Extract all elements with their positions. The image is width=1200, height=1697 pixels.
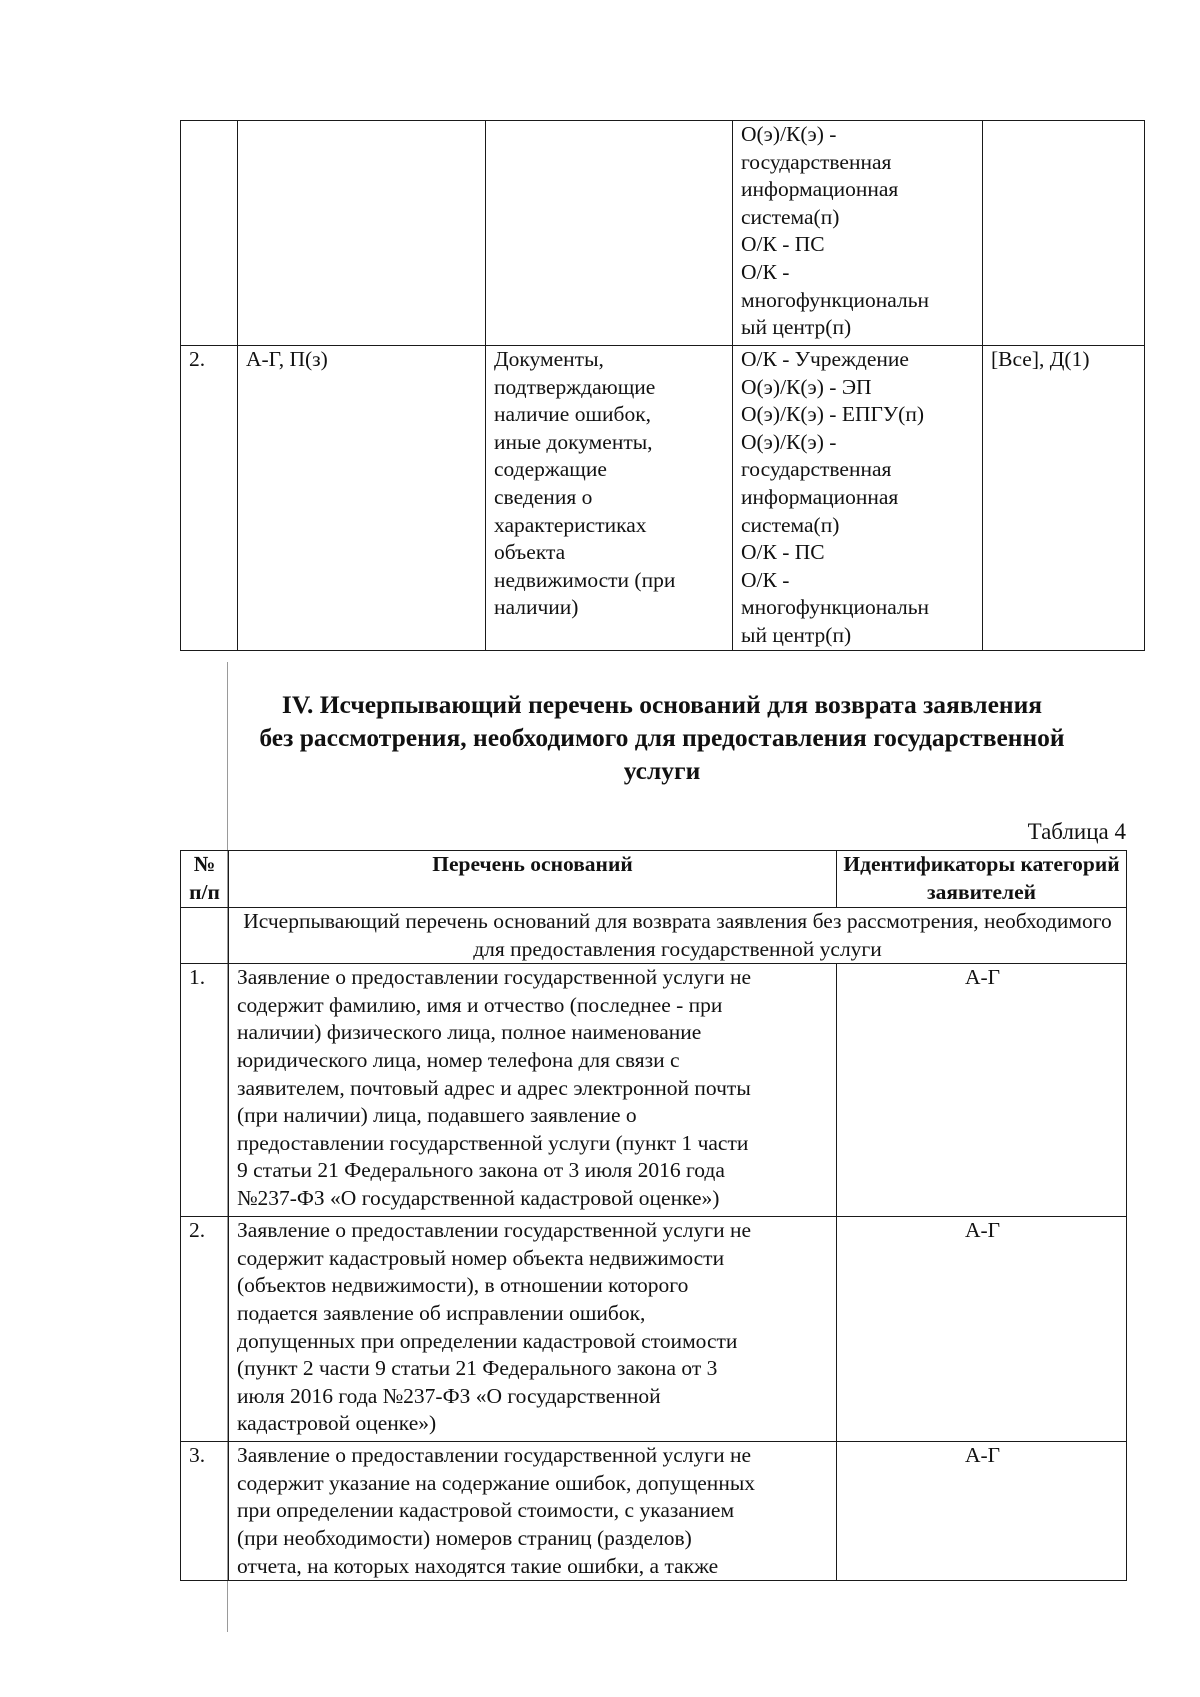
reason-line: отчета, на которых находятся такие ошибки, а также xyxy=(237,1553,719,1578)
document-line: подтверждающие xyxy=(494,374,656,399)
method-line: О(э)/К(э) - xyxy=(741,429,837,454)
reason-line: июля 2016 года №237-ФЗ «О государственной xyxy=(237,1383,661,1408)
method-line: О/К - ПС xyxy=(741,232,825,257)
reason-line: (объектов недвижимости), в отношении которого xyxy=(237,1273,689,1298)
method-line: государственная xyxy=(741,457,892,482)
reason-line: при определении кадастровой стоимости, с указанием xyxy=(237,1498,735,1523)
reason-line: заявителем, почтовый адрес и адрес электронной почты xyxy=(237,1075,751,1100)
reason-cell xyxy=(229,1217,837,1442)
reason-line: 9 статьи 21 Федерального закона от 3 июля 2016 года xyxy=(237,1158,725,1183)
document-line: характеристиках xyxy=(494,512,647,537)
reason-line: содержит указание на содержание ошибок, допущенных xyxy=(237,1470,756,1495)
method-line: государственная xyxy=(741,149,892,174)
method-line: ый центр(п) xyxy=(741,315,852,340)
table-row xyxy=(181,346,1145,651)
reason-line: допущенных при определении кадастровой стоимости xyxy=(237,1328,738,1353)
reason-line: (при необходимости) номеров страниц (разделов) xyxy=(237,1525,692,1550)
documents-cell xyxy=(486,121,733,346)
reason-line: Заявление о предоставлении государственной услуги не xyxy=(237,1443,752,1468)
table-row xyxy=(181,1442,1127,1581)
identifiers-cell xyxy=(983,121,1145,346)
table-header-row xyxy=(181,851,1127,908)
header-identifiers: Идентификаторы категорий заявителей xyxy=(837,851,1127,908)
method-line: О/К - xyxy=(741,567,790,592)
reason-line: наличии) физического лица, полное наименование xyxy=(237,1020,702,1045)
reason-line: (при наличии) лица, подавшего заявление о xyxy=(237,1103,637,1128)
reason-line: Заявление о предоставлении государственной услуги не xyxy=(237,965,752,990)
method-line: О(э)/К(э) - ЕПГУ(п) xyxy=(741,402,924,427)
row-number-cell xyxy=(181,121,238,346)
submission-methods-cell xyxy=(733,121,983,346)
document-line: наличие ошибок, xyxy=(494,402,652,427)
subheader-empty-cell xyxy=(181,908,229,964)
reason-line: содержит фамилию, имя и отчество (последнее - при xyxy=(237,992,723,1017)
categories-cell xyxy=(238,121,486,346)
identifiers-cell: А-Г xyxy=(837,1217,1127,1442)
submission-methods-cell xyxy=(733,346,983,651)
subheader-cell: Исчерпывающий перечень оснований для возврата заявления без рассмотрения, необходимого для предоставления государственной услуги xyxy=(229,908,1127,964)
document-line: наличии) xyxy=(494,595,579,620)
row-number-cell: 1. xyxy=(181,964,229,1217)
document-line: иные документы, xyxy=(494,429,653,454)
method-line: О(э)/К(э) - xyxy=(741,122,837,146)
identifiers-cell: А-Г xyxy=(837,1442,1127,1581)
continued-documents-table xyxy=(180,120,1145,651)
identifiers-cell: [Все], Д(1) xyxy=(983,346,1145,651)
document-line: объекта xyxy=(494,540,566,565)
method-line: О/К - Учреждение xyxy=(741,347,909,371)
section-heading-line: без рассмотрения, необходимого для предоставления государственной xyxy=(259,723,1065,752)
reason-line: предоставлении государственной услуги (пункт 1 части xyxy=(237,1130,749,1155)
section-heading-line: IV. Исчерпывающий перечень оснований для возврата заявления xyxy=(281,690,1043,719)
reason-cell xyxy=(229,1442,837,1581)
document-line: недвижимости (при xyxy=(494,567,676,592)
reason-line: №237-ФЗ «О государственной кадастровой оценке») xyxy=(237,1185,720,1210)
identifiers-cell: А-Г xyxy=(837,964,1127,1217)
document-line: содержащие xyxy=(494,457,607,482)
method-line: информационная xyxy=(741,484,899,509)
reason-line: содержит кадастровый номер объекта недвижимости xyxy=(237,1245,725,1270)
documents-cell xyxy=(486,346,733,651)
reason-line: (пункт 2 части 9 статьи 21 Федерального закона от 3 xyxy=(237,1356,718,1381)
method-line: многофункциональн xyxy=(741,595,930,620)
method-line: О(э)/К(э) - ЭП xyxy=(741,374,872,399)
section-heading-line: услуги xyxy=(623,756,701,785)
return-grounds-table xyxy=(180,850,1127,1581)
table-row xyxy=(181,1217,1127,1442)
row-number-cell: 2. xyxy=(181,1217,229,1442)
document-line: сведения о xyxy=(494,484,593,509)
method-line: информационная xyxy=(741,177,899,202)
row-number-cell: 2. xyxy=(181,346,238,651)
reason-cell xyxy=(229,964,837,1217)
reason-line: юридического лица, номер телефона для связи с xyxy=(237,1047,680,1072)
table-row xyxy=(181,121,1145,346)
method-line: ый центр(п) xyxy=(741,622,852,647)
method-line: система(п) xyxy=(741,204,840,229)
method-line: О/К - xyxy=(741,259,790,284)
table-row xyxy=(181,964,1127,1217)
section-heading xyxy=(180,688,1144,787)
reason-line: подается заявление об исправлении ошибок, xyxy=(237,1300,646,1325)
categories-cell: А-Г, П(з) xyxy=(238,346,486,651)
method-line: система(п) xyxy=(741,512,840,537)
method-line: многофункциональн xyxy=(741,287,930,312)
header-reasons: Перечень оснований xyxy=(229,851,837,908)
table-caption: Таблица 4 xyxy=(1027,819,1126,844)
reason-line: кадастровой оценке») xyxy=(237,1411,437,1436)
document-line: Документы, xyxy=(494,347,604,371)
method-line: О/К - ПС xyxy=(741,540,825,565)
table-subheader-row xyxy=(181,908,1127,964)
row-number-cell: 3. xyxy=(181,1442,229,1581)
reason-line: Заявление о предоставлении государственной услуги не xyxy=(237,1218,752,1243)
header-number: № п/п xyxy=(181,851,229,908)
